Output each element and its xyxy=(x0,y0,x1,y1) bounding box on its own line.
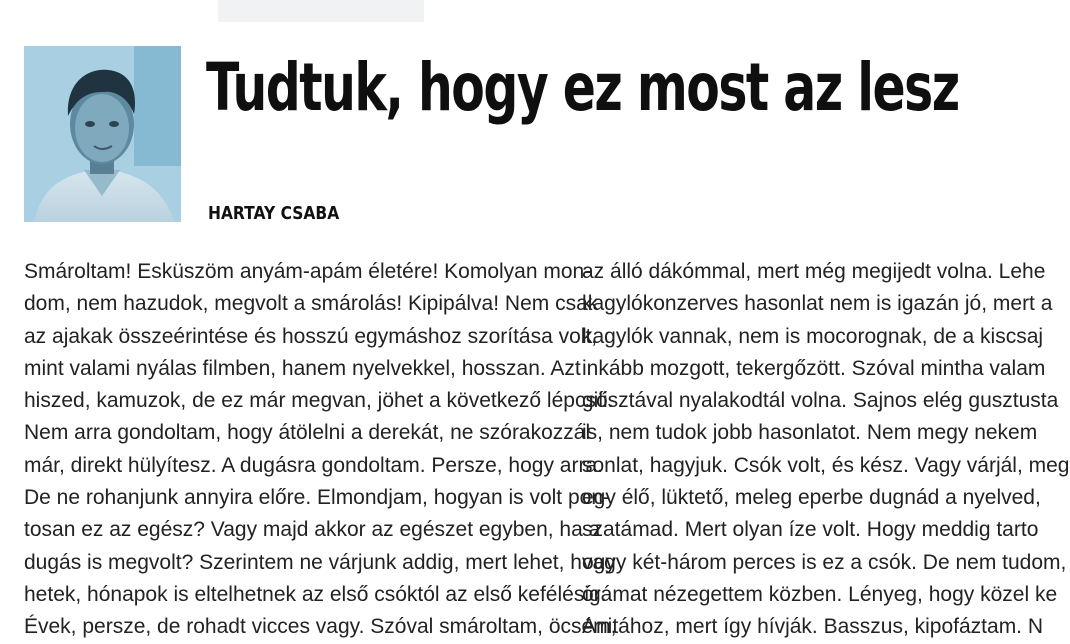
article-column-left xyxy=(24,256,617,639)
text-line: órámat nézegettem közben. Lényeg, hogy közel ke xyxy=(582,582,1058,606)
text-line: Smároltam! Esküszöm anyám-apám életére! Komolyan mon- xyxy=(24,260,592,283)
text-line: szatámad. Mert olyan íze volt. Hogy meddig tarto xyxy=(582,518,1039,542)
text-line: Anitához, mert így hívják. Basszus, kipofáztam. N xyxy=(582,615,1044,639)
text-line: vagy két-három perces is ez a csók. De nem tudom, xyxy=(582,550,1067,574)
text-line: dom, nem hazudok, megvolt a smárolás! Kipipálva! Nem csak xyxy=(24,292,599,316)
article-headline: Tudtuk, hogy ez most az lesz xyxy=(206,49,959,126)
text-line: dugás is megvolt? Szerintem ne várjunk addig, mert lehet, hogy xyxy=(24,550,616,574)
text-line: kagylók vannak, nem is mocorognak, de a kiscsaj xyxy=(582,324,1044,348)
text-line: hiszed, kamuzok, de ez már megvan, jöhet a következő lépcső. xyxy=(24,389,614,413)
text-line: Évek, persze, de rohadt vicces vagy. Szóval smároltam, öcsém, xyxy=(24,615,617,639)
text-line: hetek, hónapok is eltelhetnek az első csóktól az első kefélésig. xyxy=(24,582,607,606)
text-line: sonlat, hagyjuk. Csók volt, és kész. Vagy várjál, meg xyxy=(582,453,1070,477)
author-byline: HARTAY CSABA xyxy=(208,203,340,224)
author-photo xyxy=(24,46,181,222)
text-line: De ne rohanjunk annyira előre. Elmondjam, hogyan is volt pon- xyxy=(24,486,611,510)
text-line: inkább mozgott, tekergőzött. Szóval mintha valam xyxy=(582,356,1046,380)
text-line: gilisztával nyalakodtál volna. Sajnos elég gusztusta xyxy=(582,389,1059,413)
text-line: az ajakak összeérintése és hosszú egymáshoz szorítása volt, xyxy=(24,324,598,348)
text-line: is, nem tudok jobb hasonlatot. Nem megy nekem xyxy=(582,421,1038,445)
top-strip xyxy=(218,0,424,22)
text-line: egy élő, lüktető, meleg eperbe dugnád a nyelved, xyxy=(582,486,1041,510)
text-line: már, direkt hülyítesz. A dugásra gondoltam. Persze, hogy arra. xyxy=(24,453,603,477)
text-line: mint valami nyálas filmben, hanem nyelvekkel, hosszan. Azt xyxy=(24,356,581,380)
text-line: kagylókonzerves hasonlat nem is igazán jó, mert a xyxy=(582,292,1053,316)
article-column-right xyxy=(582,256,1070,639)
text-line: az álló dákómmal, mert még megijedt volna. Lehe xyxy=(582,260,1046,283)
text-line: Nem arra gondoltam, hogy átölelni a derekát, ne szórakozzál xyxy=(24,421,591,445)
author-portrait xyxy=(24,46,181,222)
text-line: tosan ez az egész? Vagy majd akkor az egészet egyben, ha a xyxy=(24,518,601,542)
